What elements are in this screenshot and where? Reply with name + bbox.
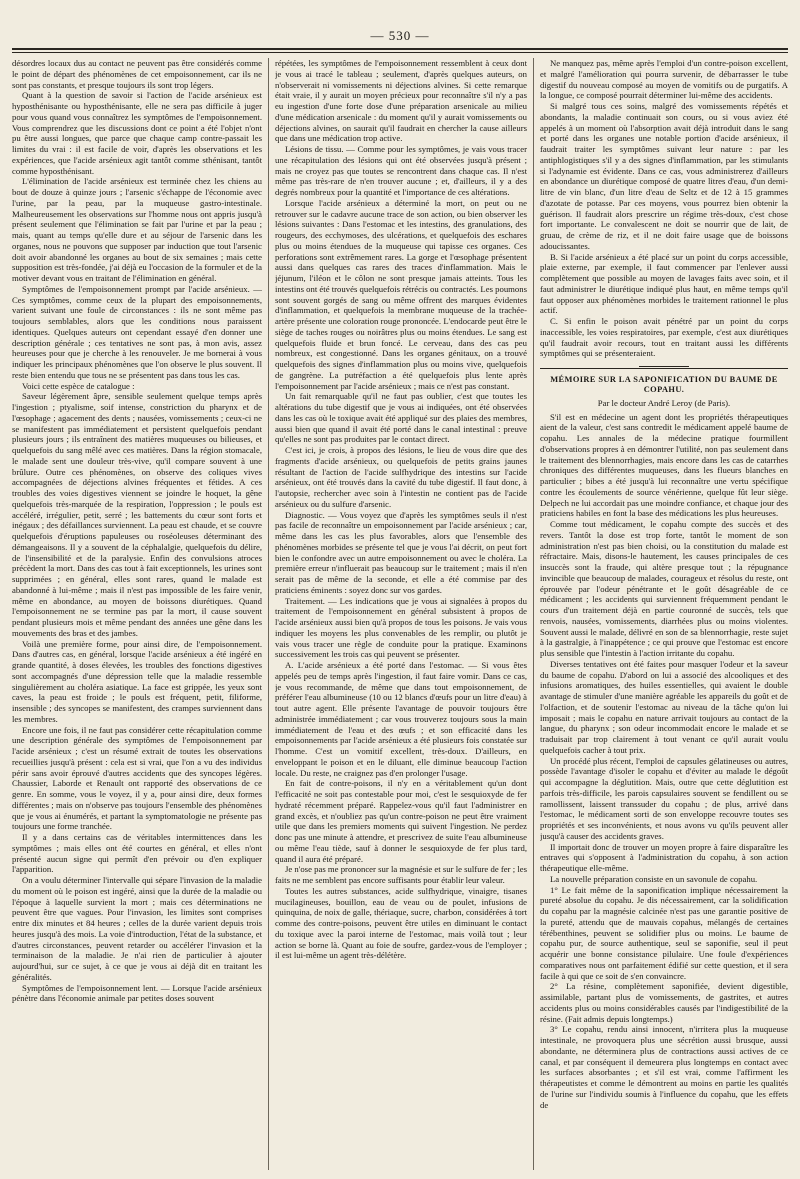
column-3 [540, 58, 788, 1170]
col2-paragraph: répétées, les symptômes de l'empoisonnement ressemblent à ceux dont je vous ai tracé le tableau ; seulement, d'après quelques auteurs, on n'observerait ni vomissements ni déjections alvines. Si cette remarque était vraie, il y aurait un moyen précieux pour reconnaître s'il n'y a pas eu ingestion d'une forte dose d'une préparation arsenicale au milieu d'une médication arsenicale : du moment qu'il y aurait vomissements ou déjections alvines, on saurait qu'il faudrait en chercher la cause ailleurs que dans une médication trop active. [275, 58, 527, 144]
article-paragraph: 2° La résine, complètement saponifiée, devient digestible, assimilable, partant plus de vomissements, de gastrites, et autres accidents plus ou moins considérables causés par l'indigestibilité de la résine. (Fait admis depuis longtemps.) [540, 981, 788, 1024]
col1-paragraph: L'élimination de l'acide arsénieux est terminée chez les chiens au bout de douze à quinze jours ; l'arsenic s'échappe de l'économie avec l'urine, par la peau, par la muqueuse gastro-intestinale. Malheureusement les observations sur l'homme nous ont appris jusqu'à présent seulement que l'élimination se fait par l'urine et par la peau ; mais, quant au temps qu'elle dure et au séjour de l'arsenic dans les organes, nous ne pouvons que supposer par induction que tout l'arsenic doit avoir abandonné les organes au bout de six semaines ; mais cette supposition est très-fondée, j'ai déjà eu l'occasion de la formuler et de la motiver devant vous en traitant de l'élimination en général. [12, 176, 262, 283]
col2-paragraph: Je n'ose pas me prononcer sur la magnésie et sur le sulfure de fer ; les faits ne me semblent pas encore suffisants pour établir leur valeur. [275, 864, 527, 885]
col3-paragraph: Si malgré tous ces soins, malgré des vomissements répétés et abondants, la maladie continuait son cours, ou si vous aviez été appelés à un moment où l'absorption avait déjà introduit dans le sang et porté dans les organes une notable portion d'acide arsénieux, il faudrait traiter les symptômes suivant leur nature : par les antiphlogistiques s'il y a des signes d'inflammation, par les stimulants si l'adynamie est évidente. Dans ce cas, vous administrerez d'ailleurs en abondance un diurétique composé de quatre litres d'eau, d'un demi-litre de vin blanc, d'un litre d'eau de Seltz et de 12 à 15 grammes d'azotate de potasse. Par ces moyens, vous pourrez bien obtenir la guérison. Il faudrait alors prescrire un régime très-doux, c'est chose fort importante. Le convalescent ne doit se nourrir que de lait, de gruau, de crème de riz, et il ne doit faire usage que de boissons adoucissantes. [540, 101, 788, 251]
column-2 [275, 58, 527, 1170]
col1-paragraph: Symptômes de l'empoisonnement lent. — Lorsque l'acide arsénieux pénètre dans l'économie animale par petites doses souvent [12, 982, 262, 1004]
col2-paragraph: Toutes les autres substances, acide sulfhydrique, vinaigre, tisanes mucilagineuses, bouillon, eau de veau ou de poulet, infusions de quinquina, de noix de galle, thériaque, sucre, charbon, considérées à tort comme des contre-poisons, peuvent être utiles en diminuant le contact du toxique avec la paroi interne de l'estomac, mais voilà tout ; leur action se borne là. Quant au foie de soufre, gardez-vous de l'employer ; il est lui-même un agent très-délétère. [275, 885, 527, 961]
col1-paragraph: Encore une fois, il ne faut pas considérer cette récapitulation comme une description générale des symptômes de l'empoisonnement par l'acide arsénieux ; c'est un résumé extrait de toutes les observations recueillies jusqu'à présent : cela est si vrai, que l'on a vu des individus périr sans avoir éprouvé d'autres accidents que des syncopes légères. Chaussier, Laborde et Renault ont rapporté des observations de ce genre. En somme, vous le voyez, il y a, pour ainsi dire, deux formes différentes ; mais on n'observe pas toujours l'ensemble des phénomènes que je vous ai énumérés, et partant la symptomatologie ne présente pas toujours une forme tranchée. [12, 724, 262, 832]
col1-paragraph: Saveur légèrement âpre, sensible seulement quelque temps après l'ingestion ; ptyalisme, soif intense, constriction du pharynx et de l'œsophage ; agacement des dents ; nausées, vomissements ; ceux-ci ne se manifestent pas immédiatement et persistent quelquefois pendant plusieurs jours ; ils entraînent des matières muqueuses ou bilieuses, et quelquefois du sang mêlé avec ces matières. Dans la région stomacale, le malade sent une douleur très-vive, qu'il compare souvent à une brûlure. Outre ces phénomènes, on observe des coliques vives accompagnées de déjections alvines fréquentes et fétides. A ces troubles des voies digestives viennent se joindre le hoquet, la gêne quelquefois très-marquée de la respiration, l'oppression ; le pouls est accéléré, irrégulier, petit, serré ; les battements du cœur sont forts et inégaux ; des défaillances surviennent. La peau est chaude, et se couvre quelquefois d'éruptions papuleuses ou roséoleuses déterminant des démangeaisons. Il y a souvent de la céphalalgie, quelquefois du délire, de l'insensibilité et de la paralysie. Enfin des convulsions atroces précèdent la mort. Dans des cas tout à fait exceptionnels, les urines sont supprimées ; en général, elles sont rares, quand le malade est abandonné à lui-même ; mais il n'est pas impossible de les faire venir, même en abondance, au moyen de boissons diurétiques. Quand l'empoisonnement ne se termine pas par la mort, il cause souvent pendant plusieurs mois et même pendant des années une gêne dans les mouvements des bras et des jambes. [12, 391, 262, 638]
column-1 [12, 58, 262, 1170]
col3-paragraph: C. Si enfin le poison avait pénétré par un point du corps inaccessible, les voies respiratoires, par exemple, c'est aux diurétiques qu'il faudrait avoir recours, tout en traitant aussi les différents symptômes qui se présenteraient. [540, 316, 788, 359]
col1-paragraph: Voici cette espèce de catalogue : [22, 380, 135, 391]
article-paragraph: La nouvelle préparation consiste en un savonule de copahu. [550, 873, 758, 884]
section-divider [540, 368, 788, 369]
col1-paragraph: On a voulu déterminer l'intervalle qui sépare l'invasion de la maladie du moment où le poison est ingéré, ainsi que la durée de la maladie ou l'époque à laquelle survient la mort ; mais ces déterminations ne peuvent être que vagues. Pour l'invasion, les limites sont comprises entre dix minutes et 84 heures ; celles de la durée varient depuis trois heures jusqu'à des mois. La voie d'introduction, l'état de la substance, et d'autres circonstances, peuvent retarder ou accélérer l'invasion et la terminaison de la maladie. Je n'ai rien de particulier à ajouter aujourd'hui, sur ce sujet, à ce que je vous ai déjà dit en traitant les généralités. [12, 875, 262, 982]
col2-paragraph: Lésions de tissu. — Comme pour les symptômes, je vais vous tracer une récapitulation des lésions qui ont été observées jusqu'à présent ; mais ne croyez pas que toutes se rencontrent dans chaque cas. Il n'est même pas très-rare de n'en trouver aucune ; et, d'ailleurs, il y a des degrés nombreux pour la quantité et l'importance de ces altérations. [275, 144, 527, 197]
col2-paragraph: A. L'acide arsénieux a été porté dans l'estomac. — Si vous êtes appelés peu de temps après l'ingestion, il faut faire vomir. Dans ce cas, je vous recommande, de même que dans tout empoisonnement, de préférer l'eau albumineuse (10 ou 12 blancs d'œufs pour un litre d'eau) à tout autre agent. Elle présente l'avantage de pouvoir toujours être administrée immédiatement ; car vous trouverez toujours sous la main immédiatement de l'eau et des œufs ; et son efficacité dans les empoisonnements par l'acide arsénieux a été plusieurs fois constatée sur l'homme. C'est un vomitif excellent, très-doux. D'ailleurs, en enveloppant le poison et en le diluant, elle diminue beaucoup l'action locale. Du reste, ne craignez pas d'en prolonger l'usage. [275, 660, 527, 778]
article-paragraph: Diverses tentatives ont été faites pour masquer l'odeur et la saveur du baume de copahu. D'abord on lui a associé des alcooliques et des infusions aromatiques, des huiles essentielles, qui avaient le double avantage de stimuler d'une manière agréable les appareils du goût et de l'olfaction, et de soutenir l'estomac au niveau de la tâche qu'on lui imposait ; mais le copahu en nature arrivait toujours au contact de la langue, du pharynx ; son odeur incommodait encore le malade et se traduisait par trop clairement à tout venant ce qu'il aurait voulu quelquefois cacher à tout prix. [540, 658, 788, 755]
article-paragraph: 1° Le fait même de la saponification implique nécessairement la pureté absolue du copahu. Je dis nécessairement, car la solidification du copahu par la magnésie calcinée n'est pas une garantie positive de la pureté, attendu que de mauvais copahus, mélangés de certaines térébenthines, peuvent se solidifier plus ou moins. Le baume de copahu pur, de source authentique, seul se saponifie, seul il peut acquérir une bonne consistance pilulaire. Une foule d'expériences comparatives nous ont parfaitement édifié sur cette question, et il sera facile à qui que ce soit de s'en convaincre. [540, 884, 788, 981]
col2-paragraph: C'est ici, je crois, à propos des lésions, le lieu de vous dire que des fragments d'acide arsénieux, ou quelquefois de petits grains jaunes résultant de l'action de l'acide sulfhydrique des intestins sur l'acide arsénieux, ont été trouvés dans la cavité du tube digestif. Il faut donc, à l'autopsie, rechercher avec soin à l'intestin ne contient pas de l'acide arsénieux ou du sulfure d'arsenic. [275, 445, 527, 509]
col1-paragraph: Quant à la question de savoir si l'action de l'acide arsénieux est hyposthénisante ou hyposthénisante, elle ne sera pas difficile à juger pour vous quand vous connaîtrez les symptômes de l'empoisonnement. Vous comprendrez que les discussions dont ce point a été l'objet n'ont pu être aussi longues, que parce que chaque camp contre-passait les limites du vrai : il est facile de voir, d'après les observations et les expériences, que l'acide arsénieux agit tantôt comme sthénisant, tantôt comme hyposthénisant. [12, 90, 262, 176]
page-header [12, 28, 788, 50]
article-paragraph: Il importait donc de trouver un moyen propre à faire disparaître les entraves qui s'opposent à l'administration du copahu, à son action thérapeutique elle-même. [540, 841, 788, 873]
col1-paragraph: Voilà une première forme, pour ainsi dire, de l'empoisonnement. Dans d'autres cas, en général, lorsque l'acide arsénieux a été ingéré en grande quantité, à doses élevées, les troubles des fonctions digestives sont accompagnés d'une dépression telle que la maladie ressemble singulièrement au choléra asiatique. La face est grippée, les yeux sont caves, la peau est froide ; le pouls est fréquent, petit, filiforme, insensible ; des syncopes se manifestent, des crampes surviennent dans les membres. [12, 638, 262, 724]
col2-paragraph: Un fait remarquable qu'il ne faut pas oublier, c'est que toutes les altérations du tube digestif que je vous ai indiquées, ont été observées dans les cas où le toxique avait été appliqué sur des plaies des membres, aussi bien que quand il avait été porté dans le canal intestinal : preuve qu'elles ne sont pas produites par le contact direct. [275, 391, 527, 445]
col2-paragraph: En fait de contre-poisons, il n'y en a véritablement qu'un dont l'efficacité ne soit pas contestable pour moi, c'est le sesquioxyde de fer hydraté récemment préparé. Rappelez-vous qu'il faut l'administrer en grand excès, et n'oubliez pas qu'un contre-poison ne peut être vraiment utile que dans les premiers moments qui suivent l'ingestion. Ne perdez donc pas une minute à attendre, et prescrivez de suite l'eau albumineuse ou même l'eau tiède, sauf à donner le sesquioxyde de fer plus tard, quand il aura été préparé. [275, 778, 527, 864]
col1-paragraph: désordres locaux dus au contact ne peuvent pas être considérés comme le point de départ des phénomènes de cet empoisonnement, car ils ne sont pas constants, et presque toujours ils sont trop légers. [12, 58, 262, 90]
header-rule [12, 48, 788, 50]
article-byline: Par le docteur André Leroy (de Paris). [597, 397, 731, 408]
col2-paragraph: Traitement. — Les indications que je vous ai signalées à propos du traitement de l'empoisonnement en général subsistent à propos de l'acide arsénieux aussi bien qu'à propos de tous les poisons. Je vais vous indiquer les moyens les plus convenables de les remplir, ou plutôt je vais vous tracer une règle de conduite pour la pratique. Examinons successivement les trois cas qui peuvent se présenter. [275, 595, 527, 660]
article-title: MÉMOIRE SUR LA SAPONIFICATION DU BAUME DE COPAHU. [550, 375, 778, 395]
col1-paragraph: Symptômes de l'empoisonnement prompt par l'acide arsénieux. — Ces symptômes, comme ceux de la plupart des empoisonnements, varient suivant une foule de circonstances : ils ne sont même pas toujours semblables, alors que les conditions nous paraissent identiques. Quelques auteurs ont cependant essayé d'en donner une description générale ; ces tentatives ne sont pas, à mon avis, assez heureuses pour que je cherche à les renouveler. Je me bornerai à vous indiquer les principaux phénomènes que l'on observe le plus souvent. Il reste bien entendu que tous ne se présentent pas dans tous les cas. [12, 283, 262, 380]
col2-paragraph: Lorsque l'acide arsénieux a déterminé la mort, on peut ou ne retrouver sur le cadavre aucune trace de son action, ou bien observer les lésions suivantes : Dans l'estomac et les intestins, des granulations, des rougeurs, des ecchymoses, des ulcérations, et quelquefois des eschares plus ou moins étendues de la muqueuse qui tapisse ces organes. Ces perforations sont extrêmement rares. La gorge et l'œsophage présentent aussi dans quelques cas rares des traces d'inflammation. Mais le jéjunum, l'iléon et le côlon ne sont presque jamais atteints. Tous les intestins ont été trouvés quelquefois rétrécis ou contractés. Les poumons sont souvent gorgés de sang ou même offrent des marques évidentes d'inflammation, et quelquefois la membrane muqueuse de la trachée-artère présente une coloration rouge prononcée. L'endocarde peut être le siège de taches rouges ou noirâtres plus ou moins étendues. Le sang est quelquefois fluide et brun foncé. Le cerveau, dans des cas peu nombreux, est congestionné. Dans les organes génitaux, on a trouvé quelquefois des signes d'inflammation plus ou moins vive, quelquefois de gangrène. La putréfaction a été quelquefois plus lente après l'empoisonnement par l'acide arsénieux ; mais ce n'est pas constant. [275, 197, 527, 391]
page-number: — 530 — [370, 28, 430, 43]
column-separator-right [533, 58, 534, 1170]
article-paragraph: Un procédé plus récent, l'emploi de capsules gélatineuses ou autres, possède l'avantage d'isoler le copahu et d'éviter au malade le dégoût qui accompagne la déglutition. Mais, outre que cette déglutition est parfois très-difficile, les parois capsulaires souvent se fendillent ou se ramollissent, laissent transsuder du copahu ; de plus, arrivé dans l'estomac, le médicament sorti de son enveloppe recouvre toutes ses propriétés et ses inconvénients, et nous avons vu qu'ils peuvent aller jusqu'à causer des accidents graves. [540, 755, 788, 841]
article-paragraph: Comme tout médicament, le copahu compte des succès et des revers. Tantôt la dose est trop forte, tantôt le moment de son administration n'est pas bien choisi, ou la constitution du malade est réfractaire. Mais, disons-le hautement, les causes principales de ces insuccès sont la fraude, qui altère presque tout ; la répugnance invincible que beaucoup de malades, courageux et résolus du reste, ont éprouvée par l'odeur pénétrante et le goût désagréable de ce médicament ; les accidents qui surviennent fréquemment pendant le cours d'un traitement déjà en partie couronné de succès, tels que renvois, nausées, vomissements, diarrhées plus ou moins violentes. Souvent aussi le malade, délivré en son de sa blennorrhagie, reste sujet à la gastralgie, à l'inappétence ; ce qui prouve que l'estomac est encore plus sensible que l'intestin à l'action irritante du copahu. [540, 519, 788, 658]
column-separator-left [268, 58, 269, 1170]
col3-paragraph: Ne manquez pas, même après l'emploi d'un contre-poison excellent, et malgré l'amélioration qui pourra survenir, de débarrasser le tube digestif du nouveau composé au moyen de vomitifs ou de purgatifs. A la longue, ce composé pourrait déterminer lui-même des accidents. [540, 58, 788, 101]
col3-paragraph: B. Si l'acide arsénieux a été placé sur un point du corps accessible, plaie externe, par exemple, il faut commencer par l'enlever aussi complètement que possible au moyen de lavages faits avec soin, et il faut administrer le diurétique indiqué plus haut, en même temps qu'il faut opposer aux phénomènes morbides le traitement rationnel le plus actif. [540, 251, 788, 316]
col1-paragraph: Il y a dans certains cas de véritables intermittences dans les symptômes ; mais elles ont été courtes en général, et elles n'ont présenté aucun signe qui permît d'en prévoir ou d'en expliquer l'apparition. [12, 832, 262, 875]
article-paragraph: 3° Le copahu, rendu ainsi innocent, n'irritera plus la muqueuse intestinale, ne provoquera plus une sécrétion aussi brusque, aussi abondante, ne déterminera plus de contractions aussi actives de ce canal, et par conséquent il demeurera plus longtemps en contact avec les surfaces absorbantes ; et s'il est vrai, comme l'affirment les thérapeutistes et comme le démontrent au moins en partie les qualités de l'urine sur l'individu soumis à l'influence du copahu, que les effets de [540, 1024, 788, 1110]
article-paragraph: S'il est en médecine un agent dont les propriétés thérapeutiques aient de la valeur, c'est sans contredit le médicament appelé baume de copahu. Les annales de la médecine pratique fourmillent d'observations propres à en démontrer l'utilité, non pas seulement dans le traitement des blennorrhagies, mais encore dans les cas de catarrhes chroniques des différentes muqueuses, dans les flueurs blanches en particulier ; bibes a été jusqu'à lui reconnaître une vertu spécifique contre les écoulements de source vénérienne, quelque fût leur siège. Delpech ne lui accordait pas une moindre confiance, et chaque jour des praticiens habiles en font la base des médications les plus heureuses. [540, 411, 788, 519]
header-rule-thin [12, 52, 788, 53]
col2-paragraph: Diagnostic. — Vous voyez que d'après les symptômes seuls il n'est pas facile de reconnaître un empoisonnement par l'acide arsénieux ; car, même dans les cas les plus favorables, alors que l'ensemble des phénomènes morbides se présente tel que je vous l'ai décrit, on peut fort bien le confondre avec un autre empoisonnement ou avec le choléra. La première erreur n'influerait pas beaucoup sur le traitement ; mais il n'en serait pas de même de la seconde, et elle a été commise par des praticiens éminents : soyez donc sur vos gardes. [275, 509, 527, 595]
